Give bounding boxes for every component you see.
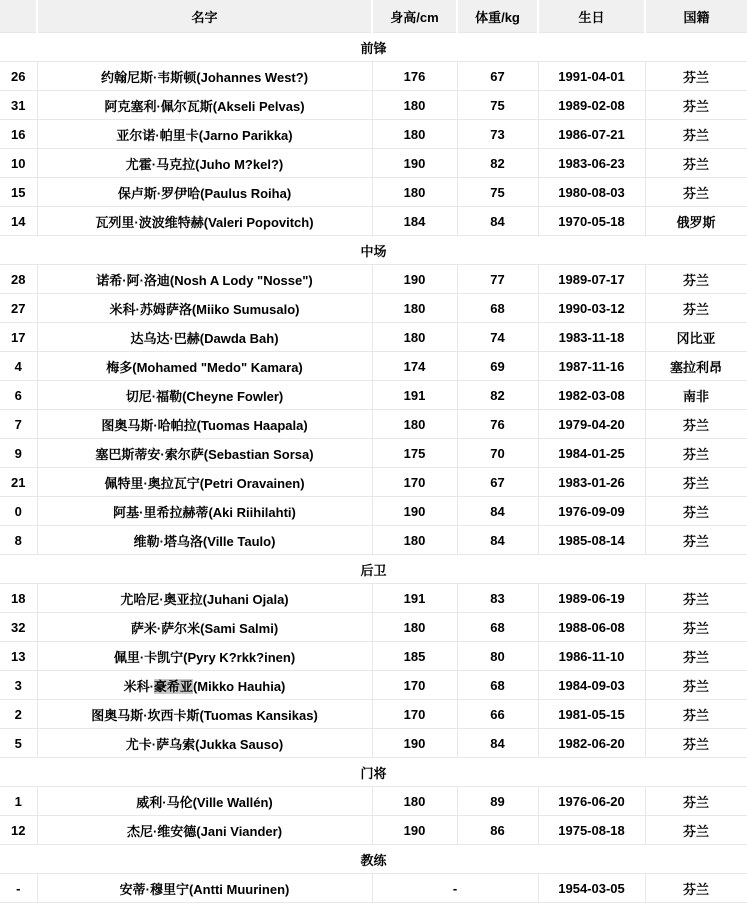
player-name-cell: 尤哈尼·奥亚拉(Juhani Ojala) bbox=[37, 584, 372, 613]
height-cell: 170 bbox=[372, 700, 457, 729]
nationality-cell: 芬兰 bbox=[645, 613, 747, 642]
player-name-cell: 维勒·塔乌洛(Ville Taulo) bbox=[37, 526, 372, 555]
player-number-cell: 26 bbox=[0, 62, 37, 91]
birthday-cell: 1983-06-23 bbox=[538, 149, 645, 178]
player-row bbox=[0, 787, 747, 816]
weight-cell: 68 bbox=[457, 294, 538, 323]
section-label: 教练 bbox=[0, 845, 747, 874]
birthday-cell: 1989-02-08 bbox=[538, 91, 645, 120]
nationality-cell: 芬兰 bbox=[645, 816, 747, 845]
weight-cell: 75 bbox=[457, 91, 538, 120]
player-number-cell: 5 bbox=[0, 729, 37, 758]
section-row bbox=[0, 555, 747, 584]
player-row bbox=[0, 497, 747, 526]
height-cell: 190 bbox=[372, 265, 457, 294]
nationality-cell: 芬兰 bbox=[645, 120, 747, 149]
birthday-cell: 1982-03-08 bbox=[538, 381, 645, 410]
player-name-cell: 尤霍·马克拉(Juho M?kel?) bbox=[37, 149, 372, 178]
player-name-cell: 塞巴斯蒂安·索尔萨(Sebastian Sorsa) bbox=[37, 439, 372, 468]
height-weight-merged-cell: - bbox=[372, 874, 538, 903]
weight-cell: 82 bbox=[457, 149, 538, 178]
height-cell: 185 bbox=[372, 642, 457, 671]
player-number-cell: 31 bbox=[0, 91, 37, 120]
nationality-cell: 芬兰 bbox=[645, 265, 747, 294]
player-number-cell: 14 bbox=[0, 207, 37, 236]
player-row bbox=[0, 381, 747, 410]
player-name-cell: 保卢斯·罗伊哈(Paulus Roiha) bbox=[37, 178, 372, 207]
weight-cell: 68 bbox=[457, 613, 538, 642]
height-cell: 180 bbox=[372, 613, 457, 642]
player-name-cell: 图奥马斯·哈帕拉(Tuomas Haapala) bbox=[37, 410, 372, 439]
birthday-cell: 1989-07-17 bbox=[538, 265, 645, 294]
player-name-cell: 达乌达·巴赫(Dawda Bah) bbox=[37, 323, 372, 352]
birthday-cell: 1986-11-10 bbox=[538, 642, 645, 671]
player-row bbox=[0, 62, 747, 91]
nationality-cell: 芬兰 bbox=[645, 700, 747, 729]
weight-cell: 84 bbox=[457, 497, 538, 526]
weight-cell: 84 bbox=[457, 526, 538, 555]
nationality-cell: 芬兰 bbox=[645, 294, 747, 323]
player-name-cell: 佩里·卡凯宁(Pyry K?rkk?inen) bbox=[37, 642, 372, 671]
player-number-cell: 27 bbox=[0, 294, 37, 323]
player-row bbox=[0, 352, 747, 381]
birthday-cell: 1989-06-19 bbox=[538, 584, 645, 613]
column-header-name: 名字 bbox=[37, 0, 372, 33]
nationality-cell: 芬兰 bbox=[645, 62, 747, 91]
player-row bbox=[0, 178, 747, 207]
nationality-cell: 芬兰 bbox=[645, 497, 747, 526]
weight-cell: 66 bbox=[457, 700, 538, 729]
birthday-cell: 1985-08-14 bbox=[538, 526, 645, 555]
player-number-cell: 15 bbox=[0, 178, 37, 207]
player-number-cell: 13 bbox=[0, 642, 37, 671]
section-row bbox=[0, 236, 747, 265]
player-name-cell: 梅多(Mohamed "Medo" Kamara) bbox=[37, 352, 372, 381]
weight-cell: 69 bbox=[457, 352, 538, 381]
height-cell: 190 bbox=[372, 149, 457, 178]
nationality-cell: 芬兰 bbox=[645, 787, 747, 816]
player-row bbox=[0, 700, 747, 729]
player-number-cell: 28 bbox=[0, 265, 37, 294]
birthday-cell: 1976-09-09 bbox=[538, 497, 645, 526]
height-cell: 174 bbox=[372, 352, 457, 381]
player-row bbox=[0, 265, 747, 294]
player-name-cell: 阿克塞利·佩尔瓦斯(Akseli Pelvas) bbox=[37, 91, 372, 120]
player-row bbox=[0, 671, 747, 700]
nationality-cell: 塞拉利昂 bbox=[645, 352, 747, 381]
weight-cell: 70 bbox=[457, 439, 538, 468]
height-cell: 180 bbox=[372, 410, 457, 439]
weight-cell: 82 bbox=[457, 381, 538, 410]
nationality-cell: 芬兰 bbox=[645, 149, 747, 178]
player-number-cell: - bbox=[0, 874, 37, 903]
player-number-cell: 1 bbox=[0, 787, 37, 816]
player-row bbox=[0, 642, 747, 671]
section-row bbox=[0, 758, 747, 787]
player-row bbox=[0, 816, 747, 845]
nationality-cell: 南非 bbox=[645, 381, 747, 410]
player-row bbox=[0, 874, 747, 903]
player-name-cell: 萨米·萨尔米(Sami Salmi) bbox=[37, 613, 372, 642]
nationality-cell: 冈比亚 bbox=[645, 323, 747, 352]
table-body bbox=[0, 33, 747, 903]
player-name-cell: 切尼·福勒(Cheyne Fowler) bbox=[37, 381, 372, 410]
birthday-cell: 1990-03-12 bbox=[538, 294, 645, 323]
height-cell: 190 bbox=[372, 729, 457, 758]
nationality-cell: 芬兰 bbox=[645, 584, 747, 613]
player-row bbox=[0, 526, 747, 555]
selected-text-highlight: 豪希亚 bbox=[153, 678, 193, 694]
weight-cell: 67 bbox=[457, 468, 538, 497]
height-cell: 180 bbox=[372, 787, 457, 816]
height-cell: 180 bbox=[372, 294, 457, 323]
weight-cell: 73 bbox=[457, 120, 538, 149]
birthday-cell: 1991-04-01 bbox=[538, 62, 645, 91]
player-row bbox=[0, 410, 747, 439]
birthday-cell: 1984-09-03 bbox=[538, 671, 645, 700]
birthday-cell: 1975-08-18 bbox=[538, 816, 645, 845]
column-header-nationality: 国籍 bbox=[645, 0, 747, 33]
player-name-cell: 米科·苏姆萨洛(Miiko Sumusalo) bbox=[37, 294, 372, 323]
player-number-cell: 3 bbox=[0, 671, 37, 700]
height-cell: 191 bbox=[372, 584, 457, 613]
height-cell: 180 bbox=[372, 120, 457, 149]
nationality-cell: 芬兰 bbox=[645, 874, 747, 903]
player-row bbox=[0, 468, 747, 497]
player-row bbox=[0, 584, 747, 613]
player-row bbox=[0, 149, 747, 178]
height-cell: 180 bbox=[372, 178, 457, 207]
player-row bbox=[0, 294, 747, 323]
column-header-number bbox=[0, 0, 37, 33]
nationality-cell: 芬兰 bbox=[645, 178, 747, 207]
weight-cell: 84 bbox=[457, 207, 538, 236]
player-row bbox=[0, 91, 747, 120]
player-number-cell: 6 bbox=[0, 381, 37, 410]
nationality-cell: 芬兰 bbox=[645, 468, 747, 497]
player-row bbox=[0, 207, 747, 236]
player-number-cell: 0 bbox=[0, 497, 37, 526]
section-label: 后卫 bbox=[0, 555, 747, 584]
nationality-cell: 芬兰 bbox=[645, 729, 747, 758]
player-name-text: 米科· bbox=[123, 678, 154, 694]
weight-cell: 76 bbox=[457, 410, 538, 439]
birthday-cell: 1980-08-03 bbox=[538, 178, 645, 207]
height-cell: 170 bbox=[372, 468, 457, 497]
weight-cell: 86 bbox=[457, 816, 538, 845]
player-name-cell: 威利·马伦(Ville Wallén) bbox=[37, 787, 372, 816]
weight-cell: 83 bbox=[457, 584, 538, 613]
nationality-cell: 俄罗斯 bbox=[645, 207, 747, 236]
section-label: 门将 bbox=[0, 758, 747, 787]
birthday-cell: 1979-04-20 bbox=[538, 410, 645, 439]
column-header-birthday: 生日 bbox=[538, 0, 645, 33]
birthday-cell: 1987-11-16 bbox=[538, 352, 645, 381]
birthday-cell: 1988-06-08 bbox=[538, 613, 645, 642]
player-name-cell: 尤卡·萨乌索(Jukka Sauso) bbox=[37, 729, 372, 758]
nationality-cell: 芬兰 bbox=[645, 671, 747, 700]
height-cell: 170 bbox=[372, 671, 457, 700]
player-number-cell: 9 bbox=[0, 439, 37, 468]
birthday-cell: 1986-07-21 bbox=[538, 120, 645, 149]
height-cell: 184 bbox=[372, 207, 457, 236]
player-name-cell: 瓦列里·波波维特赫(Valeri Popovitch) bbox=[37, 207, 372, 236]
weight-cell: 84 bbox=[457, 729, 538, 758]
player-name-cell: 杰尼·维安德(Jani Viander) bbox=[37, 816, 372, 845]
player-row bbox=[0, 729, 747, 758]
player-number-cell: 18 bbox=[0, 584, 37, 613]
height-cell: 191 bbox=[372, 381, 457, 410]
height-cell: 190 bbox=[372, 497, 457, 526]
player-name-cell: 图奥马斯·坎西卡斯(Tuomas Kansikas) bbox=[37, 700, 372, 729]
player-number-cell: 7 bbox=[0, 410, 37, 439]
player-number-cell: 16 bbox=[0, 120, 37, 149]
birthday-cell: 1983-11-18 bbox=[538, 323, 645, 352]
birthday-cell: 1976-06-20 bbox=[538, 787, 645, 816]
birthday-cell: 1981-05-15 bbox=[538, 700, 645, 729]
player-number-cell: 12 bbox=[0, 816, 37, 845]
player-number-cell: 32 bbox=[0, 613, 37, 642]
player-name-cell: 安蒂·穆里宁(Antti Muurinen) bbox=[37, 874, 372, 903]
player-name-cell: 诺希·阿·洛迪(Nosh A Lody "Nosse") bbox=[37, 265, 372, 294]
birthday-cell: 1954-03-05 bbox=[538, 874, 645, 903]
player-number-cell: 2 bbox=[0, 700, 37, 729]
weight-cell: 74 bbox=[457, 323, 538, 352]
section-label: 前锋 bbox=[0, 33, 747, 62]
birthday-cell: 1970-05-18 bbox=[538, 207, 645, 236]
weight-cell: 75 bbox=[457, 178, 538, 207]
height-cell: 190 bbox=[372, 816, 457, 845]
section-row bbox=[0, 33, 747, 62]
height-cell: 176 bbox=[372, 62, 457, 91]
nationality-cell: 芬兰 bbox=[645, 91, 747, 120]
height-cell: 180 bbox=[372, 526, 457, 555]
player-name-cell: 亚尔诺·帕里卡(Jarno Parikka) bbox=[37, 120, 372, 149]
nationality-cell: 芬兰 bbox=[645, 410, 747, 439]
player-number-cell: 4 bbox=[0, 352, 37, 381]
player-row bbox=[0, 439, 747, 468]
height-cell: 180 bbox=[372, 323, 457, 352]
weight-cell: 68 bbox=[457, 671, 538, 700]
column-header-height: 身高/cm bbox=[372, 0, 457, 33]
section-row bbox=[0, 845, 747, 874]
birthday-cell: 1984-01-25 bbox=[538, 439, 645, 468]
nationality-cell: 芬兰 bbox=[645, 526, 747, 555]
player-number-cell: 17 bbox=[0, 323, 37, 352]
birthday-cell: 1983-01-26 bbox=[538, 468, 645, 497]
weight-cell: 67 bbox=[457, 62, 538, 91]
birthday-cell: 1982-06-20 bbox=[538, 729, 645, 758]
player-name-cell: 佩特里·奥拉瓦宁(Petri Oravainen) bbox=[37, 468, 372, 497]
player-row bbox=[0, 120, 747, 149]
player-name-cell: 阿基·里希拉赫蒂(Aki Riihilahti) bbox=[37, 497, 372, 526]
player-number-cell: 10 bbox=[0, 149, 37, 178]
nationality-cell: 芬兰 bbox=[645, 642, 747, 671]
player-number-cell: 21 bbox=[0, 468, 37, 497]
section-label: 中场 bbox=[0, 236, 747, 265]
weight-cell: 77 bbox=[457, 265, 538, 294]
nationality-cell: 芬兰 bbox=[645, 439, 747, 468]
column-header-weight: 体重/kg bbox=[457, 0, 538, 33]
player-row bbox=[0, 613, 747, 642]
player-name-cell bbox=[37, 671, 372, 700]
weight-cell: 89 bbox=[457, 787, 538, 816]
player-row bbox=[0, 323, 747, 352]
player-name-text: (Mikko Hauhia) bbox=[192, 678, 286, 694]
player-number-cell: 8 bbox=[0, 526, 37, 555]
height-cell: 180 bbox=[372, 91, 457, 120]
player-name-cell: 约翰尼斯·韦斯顿(Johannes West?) bbox=[37, 62, 372, 91]
header-row bbox=[0, 0, 747, 33]
height-cell: 175 bbox=[372, 439, 457, 468]
weight-cell: 80 bbox=[457, 642, 538, 671]
